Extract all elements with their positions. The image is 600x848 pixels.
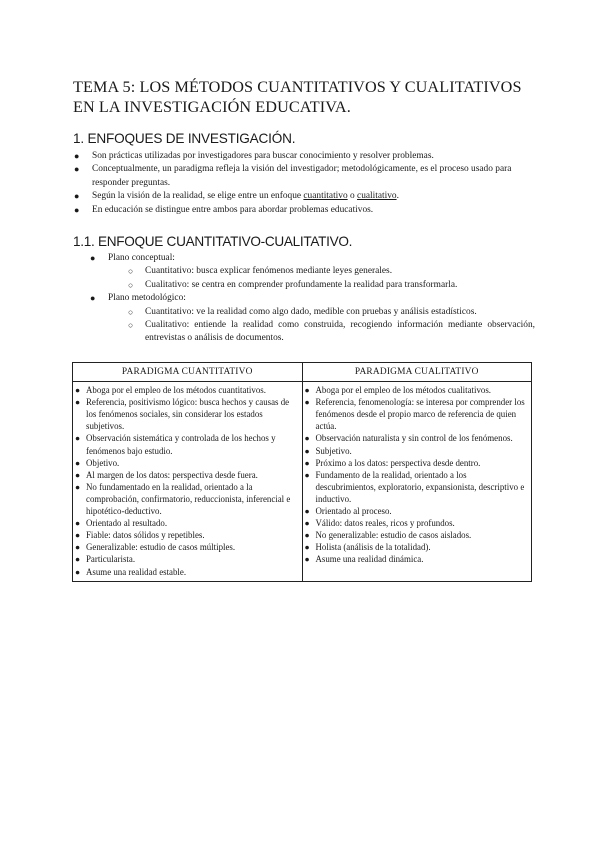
bullet-icon: ● xyxy=(304,385,310,396)
link-cuantitativo[interactable]: cuantitativo xyxy=(303,191,348,202)
bullet-icon: ● xyxy=(304,433,310,444)
sublist-item: ○ Cuantitativo: ve la realidad como algo dado, medible con pruebas y análisis estadísticos. xyxy=(128,306,535,319)
list-item-plano-metodologico: ● Plano metodológico: ○ Cuantitativo: ve la realidad como algo dado, medible con pruebas y análisis estadísticos. ○ Cualitativo: entiende la realidad como construida, recogiendo información mediante observación, entrevistas o análisis de documentos. xyxy=(89,292,535,346)
enfoques-list xyxy=(73,150,535,217)
cuantitativo-list xyxy=(75,384,300,578)
bullet-icon: ● xyxy=(90,253,96,263)
circle-bullet-icon: ○ xyxy=(128,306,134,317)
list-item: ● Fiable: datos sólidos y repetibles. xyxy=(75,530,205,541)
list-item: ● Holista (análisis de la totalidad). xyxy=(304,542,431,553)
list-item: ● Según la visión de la realidad, se elige entre un enfoque cuantitativo o cualitativo. xyxy=(73,190,535,203)
sublist-item: ○ Cualitativo: se centra en comprender profundamente la realidad para transformarla. xyxy=(128,279,535,292)
bullet-icon: ● xyxy=(75,518,81,529)
bullet-icon: ● xyxy=(74,164,80,175)
cualitativo-list xyxy=(305,384,530,565)
methodological-sublist xyxy=(128,306,535,346)
cell-cualitativo xyxy=(302,382,532,582)
bullet-icon: ● xyxy=(304,530,310,541)
bullet-icon: ● xyxy=(75,469,81,480)
bullet-icon: ● xyxy=(75,554,81,565)
circle-bullet-icon: ○ xyxy=(128,266,134,277)
list-item: ● Aboga por el empleo de los métodos cuantitativos. xyxy=(75,385,266,396)
list-item: ● Asume una realidad estable. xyxy=(75,566,187,577)
sublist-item: ○ Cualitativo: entiende la realidad como construida, recogiendo información mediante observación, entrevistas o análisis de documentos. xyxy=(128,320,535,344)
list-item: ● Referencia, positivismo lógico: busca hechos y causas de los fenómenos sociales, sin considerar los estados subjetivos. xyxy=(75,397,290,432)
list-item: ● No fundamentado en la realidad, orientado a la comprobación, confirmatorio, reduccionista, inferencial e hipotético-deductivo. xyxy=(75,481,291,517)
list-item: ● Particularista. xyxy=(75,554,136,565)
list-item: ● Al margen de los datos: perspectiva desde fuera. xyxy=(75,469,258,480)
bullet-icon: ● xyxy=(74,151,80,161)
bullet-icon: ● xyxy=(75,481,81,492)
circle-bullet-icon: ○ xyxy=(128,320,134,331)
bullet-icon: ● xyxy=(75,397,81,408)
table-row xyxy=(73,382,532,582)
bullet-icon: ● xyxy=(304,506,310,517)
section-heading-enfoque-cuanti-cuali: 1.1. ENFOQUE CUANTITATIVO-CUALITATIVO. xyxy=(73,234,353,249)
bullet-icon: ● xyxy=(75,385,81,396)
list-item: ● Conceptualmente, un paradigma refleja la visión del investigador; metodológicamente, es el proceso usado para responder preguntas. xyxy=(74,164,512,188)
list-item: ● En educación se distingue entre ambos para abordar problemas educativos. xyxy=(73,204,535,217)
list-item: ● Fundamento de la realidad, orientado a los descubrimientos, exploratorio, expansionista, descriptivo e inductivo. xyxy=(304,469,525,504)
conceptual-sublist xyxy=(128,265,535,292)
list-item: ● Objetivo. xyxy=(75,457,120,468)
list-item: ● Aboga por el empleo de los métodos cualitativos. xyxy=(304,385,491,396)
bullet-icon: ● xyxy=(90,293,96,304)
list-item: ● Orientado al resultado. xyxy=(75,518,168,529)
paradigm-comparison-table xyxy=(72,362,532,582)
section-heading-enfoques: 1. ENFOQUES DE INVESTIGACIÓN. xyxy=(73,131,296,146)
list-item: ● Son prácticas utilizadas por investigadores para buscar conocimiento y resolver problemas. xyxy=(73,150,535,163)
header-cualitativo: PARADIGMA CUALITATIVO xyxy=(302,363,532,382)
bullet-icon: ● xyxy=(304,469,310,480)
header-cuantitativo: PARADIGMA CUANTITATIVO xyxy=(73,363,303,382)
list-item: ● Referencia, fenomenología: se interesa por comprender los fenómenos desde el propio marco de referencia de quien actúa. xyxy=(304,397,525,432)
bullet-icon: ● xyxy=(304,397,310,408)
list-item: ● Asume una realidad dinámica. xyxy=(304,554,424,565)
list-item-plano-conceptual: ● Plano conceptual: ○ Cuantitativo: busca explicar fenómenos mediante leyes generales. ○ Cualitativo: se centra en comprender profundamente la realidad para transformarla. xyxy=(89,252,535,292)
bullet-icon: ● xyxy=(304,445,310,456)
planos-list xyxy=(89,252,535,346)
bullet-icon: ● xyxy=(304,457,310,468)
list-item: ● Válido: datos reales, ricos y profundos. xyxy=(304,518,455,529)
list-item: ● Observación sistemática y controlada de los hechos y fenómenos bajo estudio. xyxy=(75,433,276,456)
bullet-icon: ● xyxy=(75,566,81,577)
table-header-row xyxy=(73,363,532,382)
list-item: ● Observación naturalista y sin control de los fenómenos. xyxy=(304,433,513,444)
cell-cuantitativo xyxy=(73,382,303,582)
document-title: TEMA 5: LOS MÉTODOS CUANTITATIVOS Y CUALITATIVOS EN LA INVESTIGACIÓN EDUCATIVA. xyxy=(73,78,522,116)
list-item: ● Próximo a los datos: perspectiva desde dentro. xyxy=(304,457,481,468)
bullet-icon: ● xyxy=(304,542,310,553)
bullet-icon: ● xyxy=(75,530,81,541)
bullet-icon: ● xyxy=(74,204,80,215)
list-item: ● Subjetivo. xyxy=(304,445,352,456)
list-item: ● Orientado al proceso. xyxy=(304,506,392,517)
bullet-icon: ● xyxy=(75,457,81,468)
bullet-icon: ● xyxy=(304,554,310,565)
list-item: ● No generalizable: estudio de casos aislados. xyxy=(304,530,472,541)
bullet-icon: ● xyxy=(74,191,80,202)
link-cualitativo[interactable]: cualitativo xyxy=(357,191,397,202)
bullet-icon: ● xyxy=(75,542,81,553)
sublist-item: ○ Cuantitativo: busca explicar fenómenos mediante leyes generales. xyxy=(128,265,535,278)
bullet-icon: ● xyxy=(304,518,310,529)
circle-bullet-icon: ○ xyxy=(128,279,134,290)
list-item: ● Generalizable: estudio de casos múltiples. xyxy=(75,542,236,553)
bullet-icon: ● xyxy=(75,433,81,444)
